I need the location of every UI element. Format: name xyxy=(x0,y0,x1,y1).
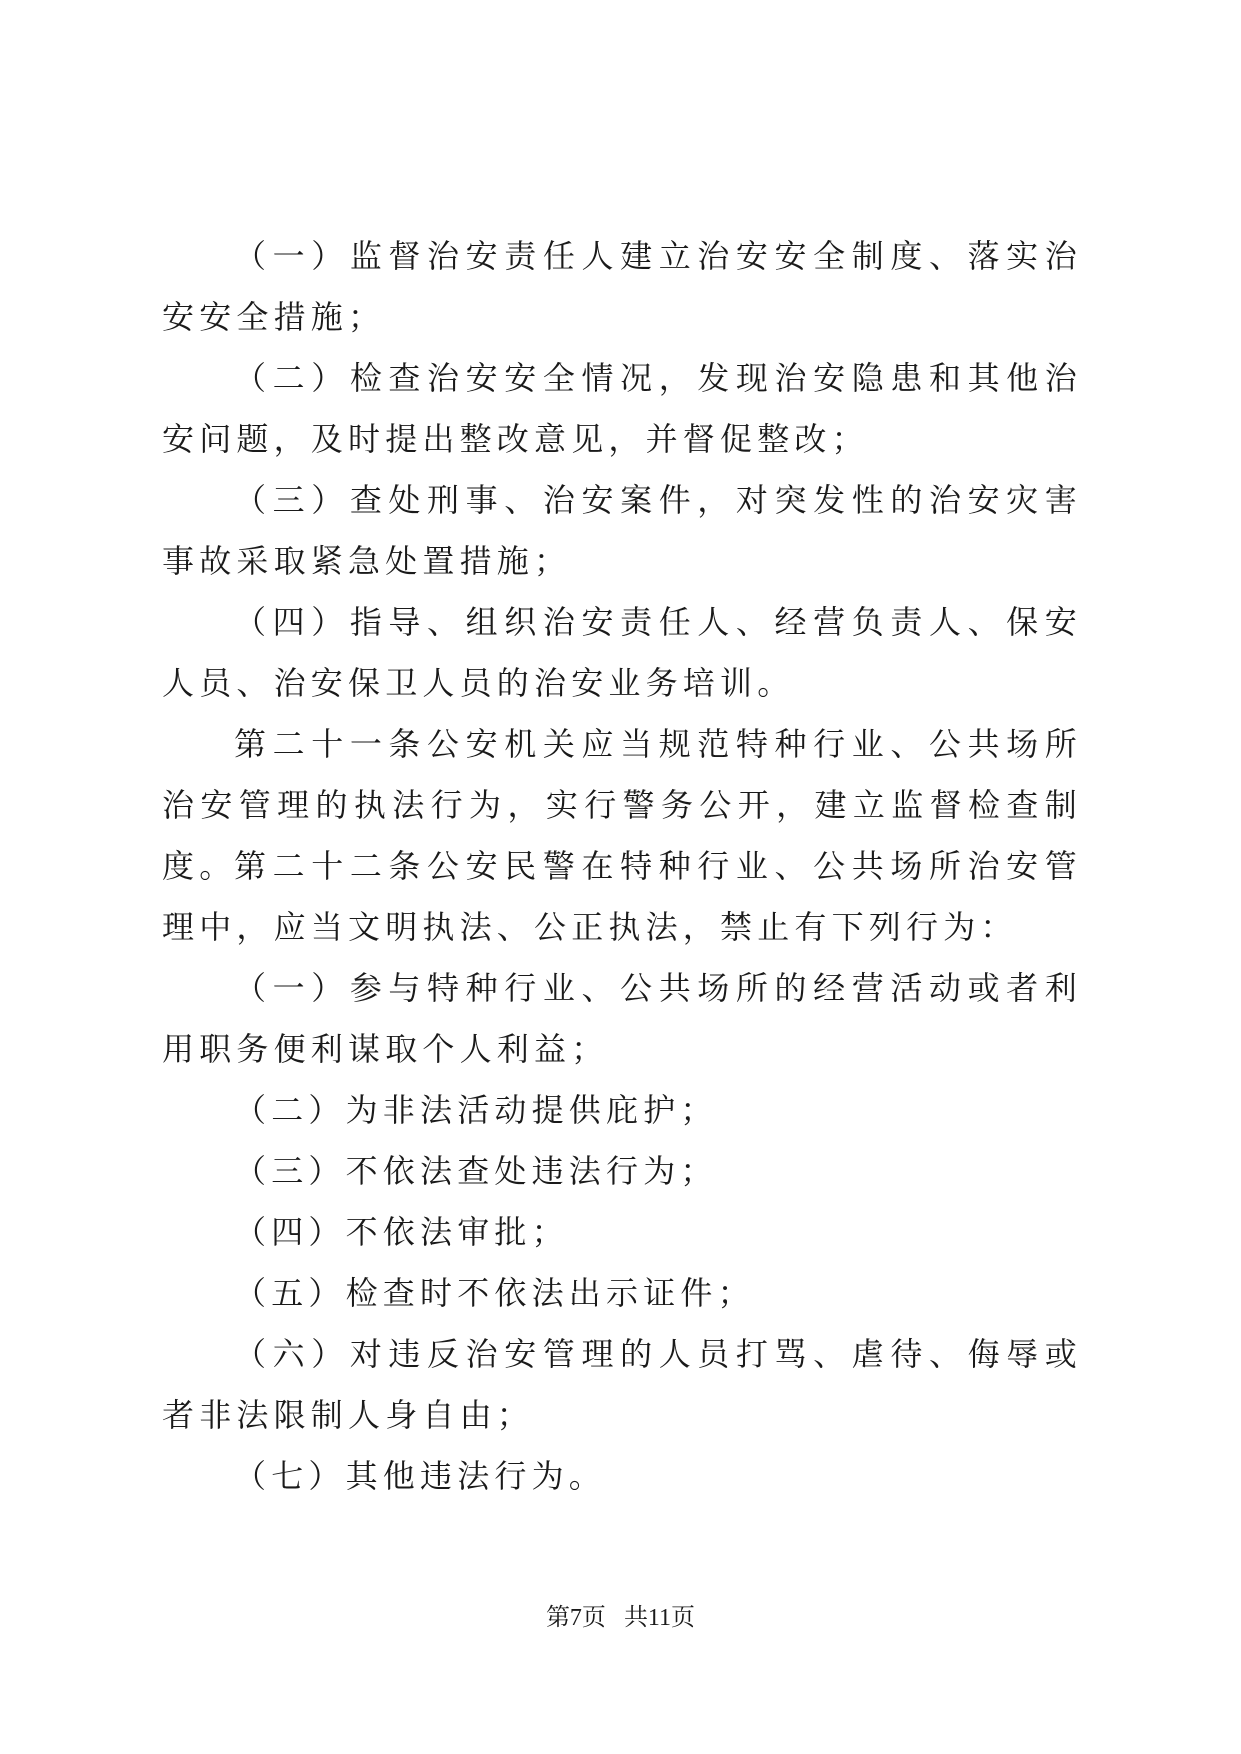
paragraph-prohibition-4: （四）不依法审批； xyxy=(234,1213,569,1251)
paragraph-prohibition-7: （七）其他违法行为。 xyxy=(234,1457,607,1495)
page-footer xyxy=(0,1603,1241,1633)
paragraph-item-1: （一）监督治安责任人建立治安安全制度、落实治安安全措施； xyxy=(162,237,1082,336)
paragraph-item-3: （三）查处刑事、治安案件，对突发性的治安灾害事故采取紧急处置措施； xyxy=(162,481,1082,580)
paragraph-item-2: （二）检查治安安全情况，发现治安隐患和其他治安问题，及时提出整改意见，并督促整改； xyxy=(162,359,1082,458)
paragraph-prohibition-3: （三）不依法查处违法行为； xyxy=(234,1152,718,1190)
paragraph-prohibition-6: （六）对违反治安管理的人员打骂、虐待、侮辱或者非法限制人身自由； xyxy=(162,1335,1082,1434)
paragraph-article-22: 第二十二条公安民警在特种行业、公共场所治安管理中，应当文明执法、公正执法，禁止有下列行为： xyxy=(162,847,1082,946)
paragraph-prohibition-1: （一）参与特种行业、公共场所的经营活动或者利用职务便利谋取个人利益； xyxy=(162,969,1082,1068)
total-page-count: 共11页 xyxy=(623,1605,696,1631)
current-page-number: 第7页 xyxy=(545,1605,606,1631)
paragraph-item-4: （四）指导、组织治安责任人、经营负责人、保安人员、治安保卫人员的治安业务培训。 xyxy=(162,603,1082,702)
paragraph-prohibition-2: （二）为非法活动提供庇护； xyxy=(234,1091,718,1129)
paragraph-article-21: 第二十一条公安机关应当规范特种行业、公共场所治安管理的执法行为，实行警务公开，建立监督检查制度。 xyxy=(162,725,1082,885)
paragraph-prohibition-5: （五）检查时不依法出示证件； xyxy=(234,1274,755,1312)
